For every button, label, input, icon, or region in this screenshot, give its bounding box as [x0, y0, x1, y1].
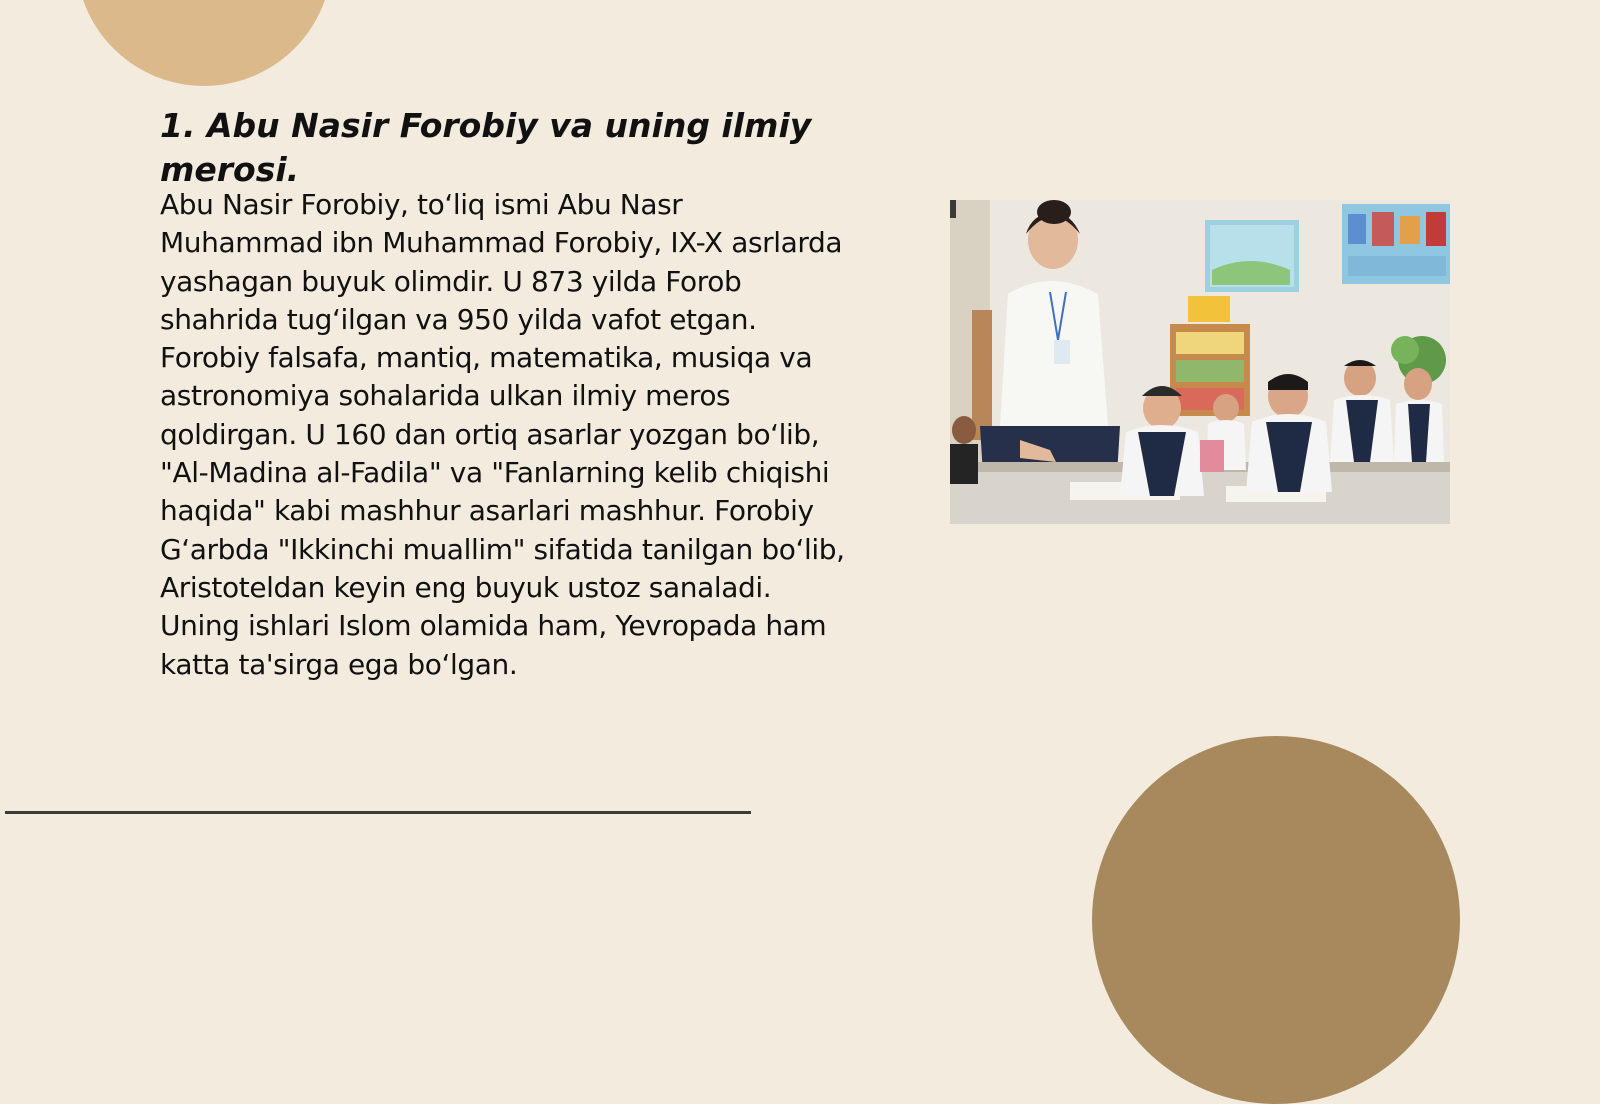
slide-title: 1. Abu Nasir Forobiy va uning ilmiy merosi.	[160, 106, 812, 189]
classroom-photo	[950, 200, 1450, 524]
decorative-circle-bottom	[1092, 736, 1460, 1104]
slide-body-text: Abu Nasir Forobiy, to‘liq ismi Abu Nasr Muhammad ibn Muhammad Forobiy, IX-X asrlarda yashagan buyuk olimdir. U 873 yilda Forob shahrida tug‘ilgan va 950 yilda vafot etgan. Forobiy falsafa, mantiq, matematika, musiqa va astronomiya sohalarida ulkan ilmiy meros qoldirgan. U 160 dan ortiq asarlar yozgan bo‘lib, "Al-Madina al-Fadila" va "Fanlarning kelib chiqishi haqida" kabi mashhur asarlari mashhur. Forobiy G‘arbda "Ikkinchi muallim" sifatida tanilgan bo‘lib, Aristoteldan keyin eng buyuk ustoz sanaladi. Uning ishlari Islom olamida ham, Yevropada ham katta ta'sirga ega bo‘lgan.	[160, 188, 845, 681]
divider-line	[5, 811, 751, 814]
decorative-circle-top	[76, 0, 332, 86]
